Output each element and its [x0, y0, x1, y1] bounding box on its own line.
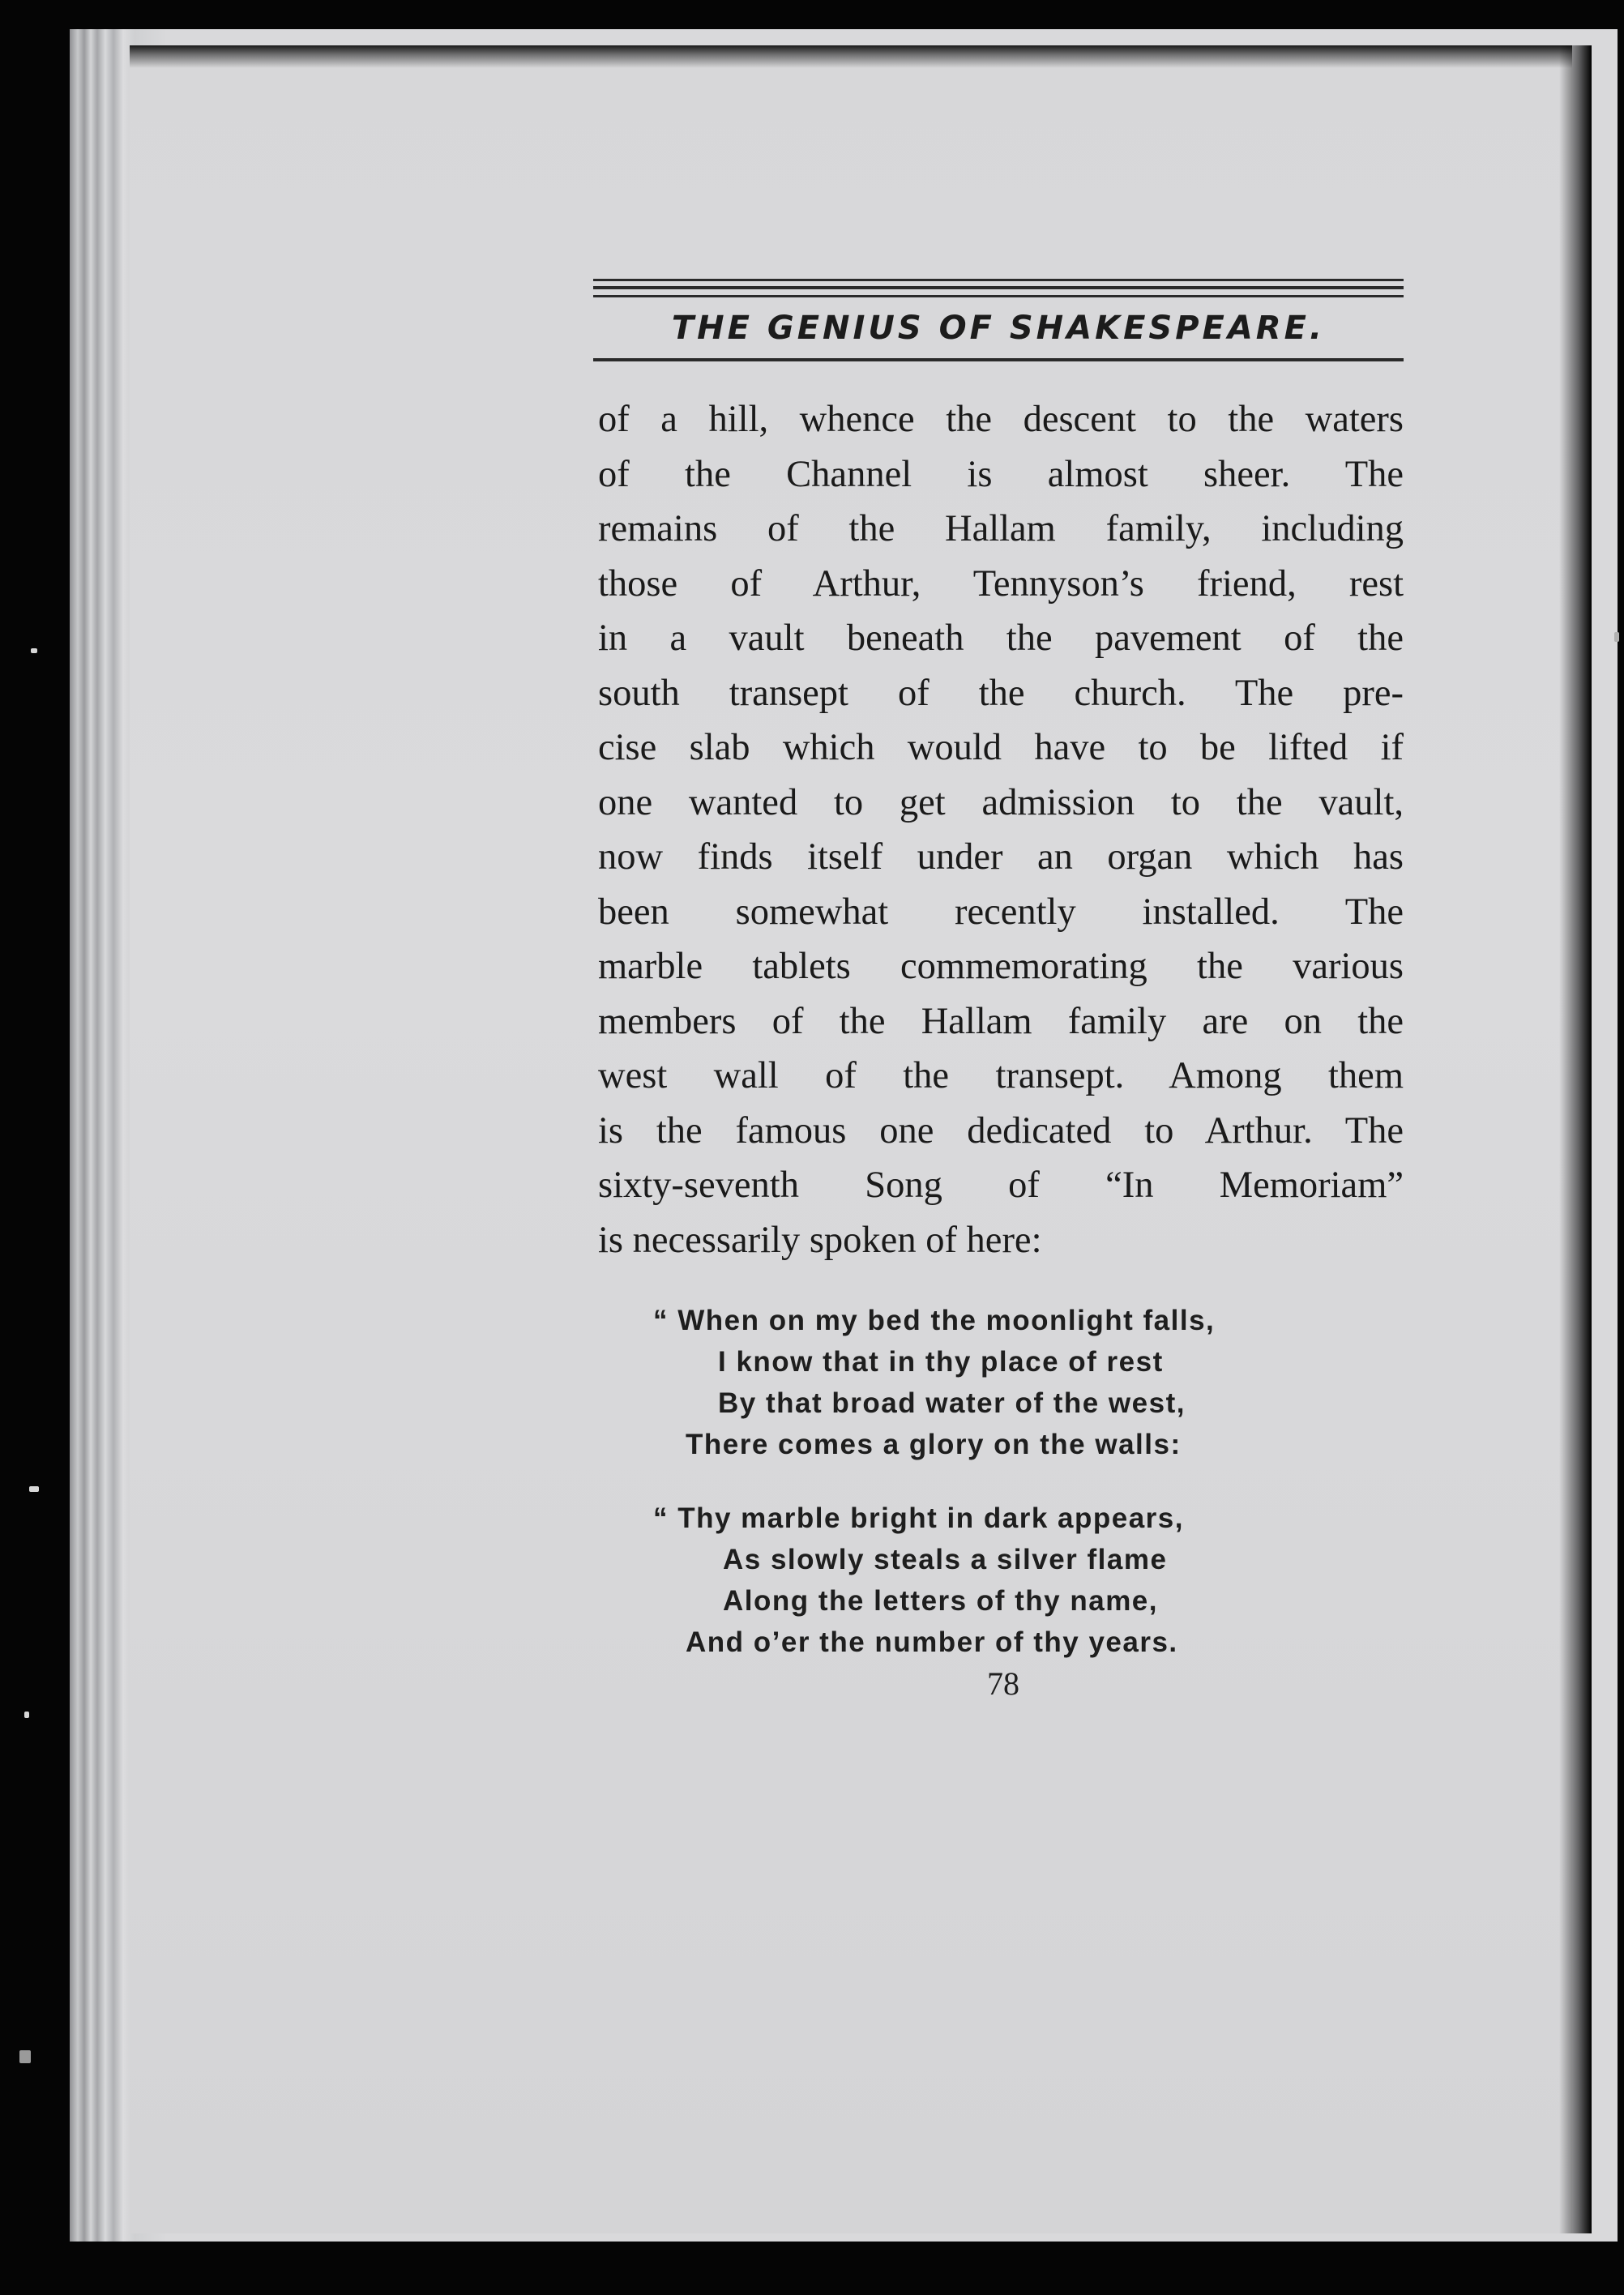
- body-line: is necessarily spoken of here:: [598, 1219, 1042, 1261]
- scan-speck: [19, 2050, 31, 2063]
- verse-line: I know that in thy place of rest: [718, 1346, 1164, 1378]
- verse-stanza-1: [653, 1300, 1215, 1465]
- body-line: been somewhat recently installed. The: [598, 891, 1404, 933]
- verse-line: As slowly steals a silver flame: [723, 1544, 1168, 1575]
- body-line: those of Arthur, Tennyson’s friend, rest: [598, 562, 1404, 605]
- header-rule-top-3: [593, 295, 1404, 297]
- body-paragraph: [598, 392, 1404, 1267]
- body-line: is the famous one dedicated to Arthur. The: [598, 1109, 1404, 1152]
- scan-speck: [31, 648, 37, 653]
- body-line: of the Channel is almost sheer. The: [598, 453, 1404, 495]
- body-line: of a hill, whence the descent to the waters: [598, 399, 1404, 440]
- header-rule-top-1: [593, 279, 1404, 281]
- scan-speck: [24, 1712, 29, 1718]
- scan-speck: [1614, 632, 1619, 642]
- body-line: remains of the Hallam family, including: [598, 508, 1404, 549]
- verse-line: Along the letters of thy name,: [723, 1585, 1158, 1617]
- page-number: 78: [987, 1665, 1019, 1702]
- body-line: in a vault beneath the pavement of the: [598, 618, 1404, 659]
- verse-line: There comes a glory on the walls:: [686, 1429, 1182, 1460]
- page-right-shadow: [1559, 45, 1592, 2233]
- body-line: west wall of the transept. Among them: [598, 1055, 1404, 1096]
- body-line: south transept of the church. The pre-: [598, 672, 1404, 714]
- page-top-shadow: [130, 45, 1572, 68]
- body-line: cise slab which would have to be lifted if: [598, 727, 1404, 768]
- header-rule-top-2: [593, 286, 1404, 289]
- running-head: THE GENIUS OF SHAKESPEARE.: [671, 310, 1326, 347]
- body-line: members of the Hallam family are on the: [598, 1000, 1404, 1042]
- header-rule-bottom: [593, 358, 1404, 361]
- verse-stanza-2: [653, 1498, 1184, 1663]
- body-line: now finds itself under an organ which has: [598, 836, 1404, 878]
- body-line: marble tablets commemorating the various: [598, 946, 1404, 987]
- verse-line: By that broad water of the west,: [718, 1387, 1186, 1419]
- verse-line: And o’er the number of thy years.: [686, 1626, 1178, 1658]
- scan-speck: [29, 1486, 39, 1492]
- body-line: one wanted to get admission to the vault,: [598, 781, 1404, 823]
- verse-line: “ When on my bed the moonlight falls,: [653, 1305, 1216, 1336]
- verse-line: “ Thy marble bright in dark appears,: [653, 1502, 1184, 1534]
- body-line: sixty-seventh Song of “In Memoriam”: [598, 1165, 1404, 1206]
